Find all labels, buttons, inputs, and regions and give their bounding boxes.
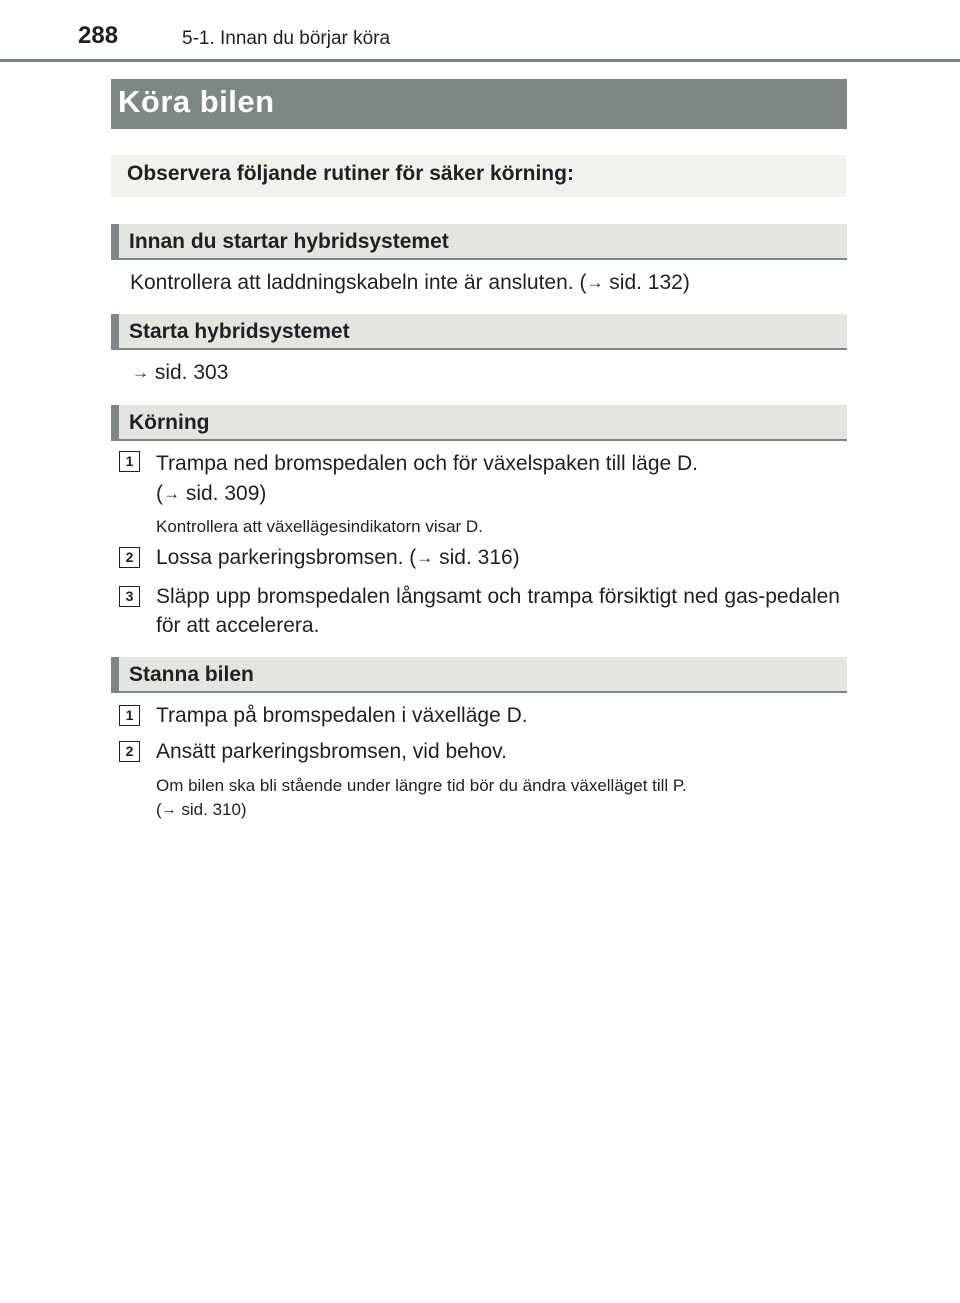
subheading-label: Starta hybridsystemet [129,320,350,343]
step-number-badge: 2 [119,547,140,568]
intro-text: Observera följande rutiner för säker körning: [127,162,574,185]
page-reference-link[interactable]: sid. 303 [149,361,229,384]
before-start-text [130,268,690,297]
stop-step-2: Ansätt parkeringsbromsen, vid behov. [156,740,507,763]
driving-step-1-line1: Trampa ned bromspedalen och för växelspaken till läge D. [156,452,699,475]
open-paren: ( [156,800,162,819]
step-text: Lossa parkeringsbromsen. ( [156,546,417,569]
before-start-sentence: Kontrollera att laddningskabeln inte är ansluten. ( [130,271,587,294]
subheading-accent-bar [111,224,119,258]
driving-step-3: Släpp upp bromspedalen långsamt och trampa försiktigt ned gas-pedalen för att accelerera. [156,585,840,637]
arrow-icon: → [163,484,180,503]
arrow-icon: → [586,273,604,292]
subheading-label: Körning [129,411,210,434]
subheading-accent-bar [111,314,119,348]
stop-note-line1: Om bilen ska bli stående under längre tid bör du ändra växelläget till P. [156,776,687,795]
driving-note: Kontrollera att växellägesindikatorn visar D. [156,517,483,536]
subheading-before-start [111,224,847,260]
stop-step-1: Trampa på bromspedalen i växelläge D. [156,704,528,727]
subheading-label: Stanna bilen [129,663,254,686]
stop-note-line2 [156,799,247,821]
subheading-accent-bar [111,405,119,439]
arrow-icon: → [132,363,149,382]
driving-step-1-line2 [156,479,266,508]
step-number-badge: 2 [119,741,140,762]
subheading-driving [111,405,847,441]
subheading-accent-bar [111,657,119,691]
page-reference-link[interactable]: sid. 132) [603,271,690,294]
arrow-icon: → [161,801,177,818]
page-reference-link[interactable]: sid. 310) [176,800,247,819]
step-number-badge: 1 [119,705,140,726]
subheading-stop [111,657,847,693]
page-number: 288 [78,22,119,49]
driving-step-2 [156,543,520,572]
step-number-badge: 3 [119,586,140,607]
arrow-icon: → [416,548,434,567]
header-rule [0,59,960,62]
start-reference [132,358,228,387]
page-title: Köra bilen [118,84,275,119]
page-reference-link[interactable]: sid. 316) [433,546,520,569]
section-label: 5-1. Innan du börjar köra [182,28,391,49]
page-reference-link[interactable]: sid. 309) [180,482,267,505]
step-number-badge: 1 [119,451,140,472]
open-paren: ( [156,482,163,505]
subheading-label: Innan du startar hybridsystemet [129,230,449,253]
subheading-start [111,314,847,350]
